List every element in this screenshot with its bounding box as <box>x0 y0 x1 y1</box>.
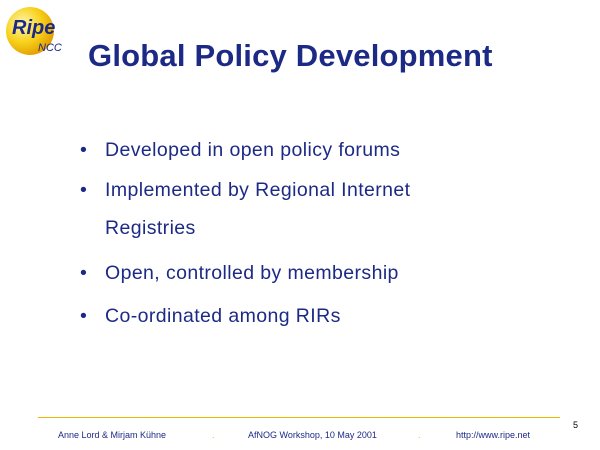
footer-separator: . <box>418 430 421 440</box>
footer-url[interactable]: http://www.ripe.net <box>456 430 531 440</box>
slide-title: Global Policy Development <box>88 38 493 73</box>
footer-separator: . <box>212 430 215 440</box>
bullet-text: Open, controlled by membership <box>105 262 399 284</box>
logo-text-ncc: NCC <box>38 42 62 54</box>
logo-text-ripe: Ripe <box>12 17 56 39</box>
bullet-glyph: • <box>80 262 88 284</box>
bullet-glyph: • <box>80 139 88 161</box>
ripe-ncc-logo <box>4 4 74 62</box>
bullet-text: Developed in open policy forums <box>105 139 401 161</box>
bullet-glyph: • <box>80 305 88 327</box>
bullet-glyph: • <box>80 179 88 201</box>
bullet-text: Implemented by Regional Internet <box>105 179 411 201</box>
bullet-text: Registries <box>105 217 196 239</box>
page-number: 5 <box>573 420 579 430</box>
footer-divider <box>38 417 560 418</box>
bullet-text: Co-ordinated among RIRs <box>105 305 341 327</box>
footer-authors: Anne Lord & Mirjam Kühne <box>58 430 167 440</box>
footer-event: AfNOG Workshop, 10 May 2001 <box>248 430 377 440</box>
